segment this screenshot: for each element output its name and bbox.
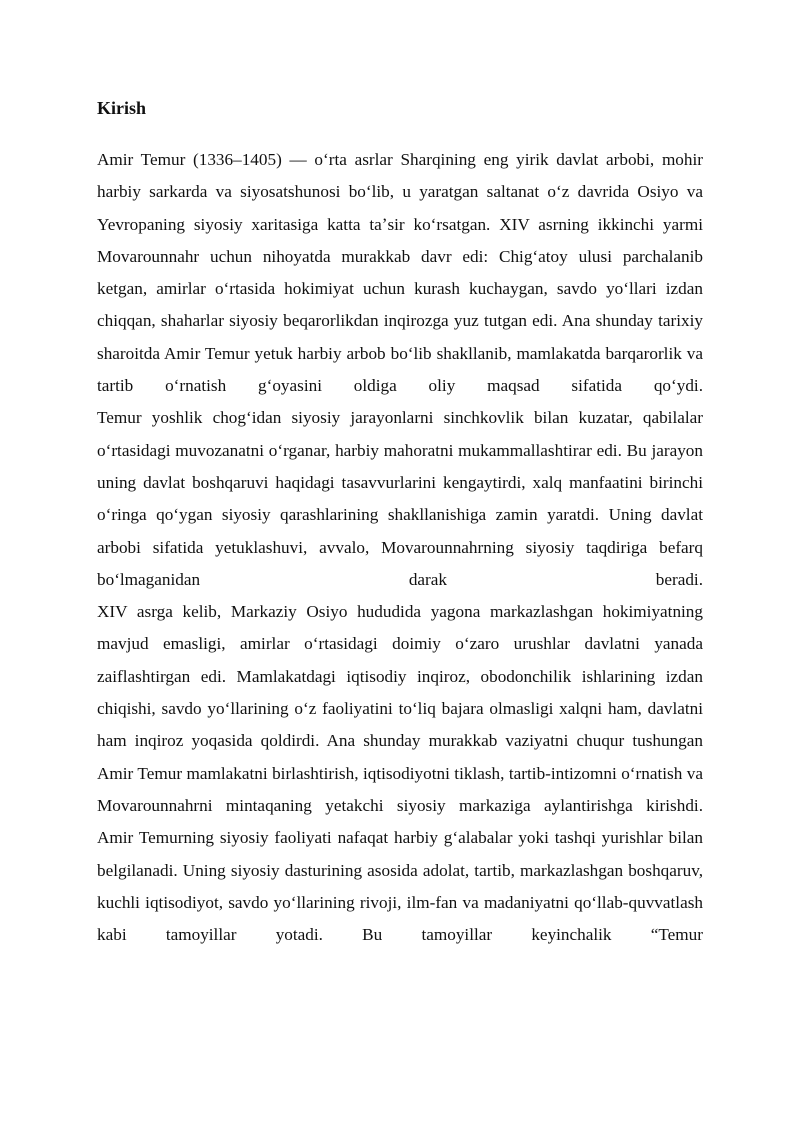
- section-heading: Kirish: [97, 98, 147, 118]
- paragraph-4: Amir Temurning siyosiy faoliyati nafaqat harbiy gʻalabalar yoki tashqi yurishlar bilan belgilanadi. Uning siyosiy dasturining asosida adolat, tartib, markazlashgan boshqaruv, kuchli iqtisodiyot, savdo yoʻllarining rivoji, ilm-fan va madaniyatni qoʻllab-quvvatlash kabi tamoyillar yotadi. Bu tamoyillar keyinchalik “Temur: [97, 828, 703, 945]
- document-body: [97, 94, 703, 951]
- paragraph-3: XIV asrga kelib, Markaziy Osiyo hududida yagona markazlashgan hokimiyatning mavjud emasligi, amirlar oʻrtasidagi doimiy oʻzaro urushlar davlatni yanada zaiflashtirgan edi. Mamlakatdagi iqtisodiy inqiroz, obodonchilik ishlarining izdan chiqishi, savdo yoʻllarining oʻz faoliyatini toʻliq bajara olmasligi xalqni ham, davlatni ham inqiroz yoqasida qoldirdi. Ana shunday murakkab vaziyatni chuqur tushungan Amir Temur mamlakatni birlashtirish, iqtisodiyotni tiklash, tartib-intizomni oʻrnatish va Movarounnahrni mintaqaning yetakchi siyosiy markaziga aylantirishga kirishdi.: [97, 602, 703, 815]
- paragraph-2: Temur yoshlik chogʻidan siyosiy jarayonlarni sinchkovlik bilan kuzatar, qabilalar oʻrtasidagi muvozanatni oʻrganar, harbiy mahoratni mukammallashtirar edi. Bu jarayon uning davlat boshqaruvi haqidagi tasavvurlarini kengaytirdi, xalq manfaatini birinchi oʻringa qoʻygan siyosiy qarashlarining shakllanishiga zamin yaratdi. Uning davlat arbobi sifatida yetuklashuvi, avvalo, Movarounnahrning siyosiy taqdiriga befarq boʻlmaganidan darak beradi.: [97, 408, 703, 589]
- paragraph-1: Amir Temur (1336–1405) — oʻrta asrlar Sharqining eng yirik davlat arbobi, mohir harbiy sarkarda va siyosatshunosi boʻlib, u yaratgan saltanat oʻz davrida Osiyo va Yevropaning siyosiy xaritasiga katta taʼsir koʻrsatgan. XIV asrning ikkinchi yarmi Movarounnahr uchun nihoyatda murakkab davr edi: Chigʻatoy ulusi parchalanib ketgan, amirlar oʻrtasida hokimiyat uchun kurash kuchaygan, savdo yoʻllari izdan chiqqan, shaharlar siyosiy beqarorlikdan inqirozga yuz tutgan edi. Ana shunday tarixiy sharoitda Amir Temur yetuk harbiy arbob boʻlib shakllanib, mamlakatda barqarorlik va tartib oʻrnatish gʻoyasini oldiga oliy maqsad sifatida qoʻydi.: [97, 150, 703, 396]
